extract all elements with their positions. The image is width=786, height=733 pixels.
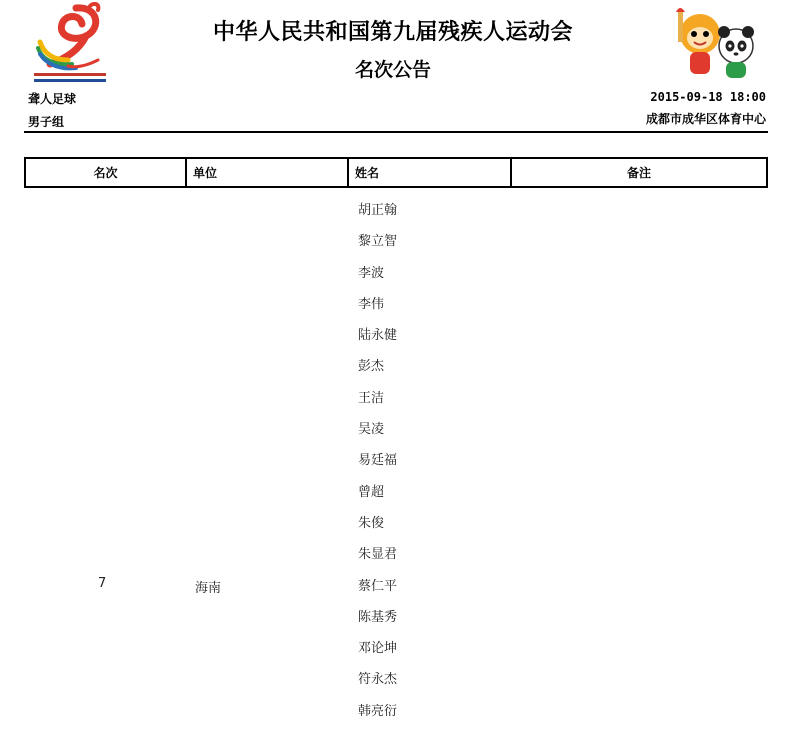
athlete-name-list xyxy=(358,201,397,733)
athlete-name: 陈基秀 xyxy=(358,609,398,625)
column-header-rank: 名次 xyxy=(26,159,187,186)
athlete-name: 曾超 xyxy=(358,484,385,500)
athlete-name: 符永杰 xyxy=(358,672,398,688)
event-group: 男子组 xyxy=(28,115,65,129)
page-title: 中华人民共和国第九届残疾人运动会 xyxy=(212,20,573,45)
event-datetime: 2015-09-18 18:00 xyxy=(650,90,766,104)
athlete-name: 李波 xyxy=(358,265,385,281)
column-header-note: 备注 xyxy=(626,166,651,180)
column-header-unit: 单位 xyxy=(187,159,349,186)
event-name: 聋人足球 xyxy=(28,92,77,106)
athlete-name: 陆永健 xyxy=(358,328,398,344)
athlete-name: 吴凌 xyxy=(358,422,385,438)
athlete-name: 胡正翰 xyxy=(358,203,398,218)
athlete-name: 蔡仁平 xyxy=(358,578,398,594)
athlete-name: 邓论坤 xyxy=(358,641,398,657)
athlete-name: 易廷福 xyxy=(358,453,398,469)
athlete-name: 彭杰 xyxy=(358,359,385,375)
rank-cell: 7 xyxy=(98,576,107,591)
header-divider xyxy=(24,131,768,133)
unit-cell: 海南 xyxy=(195,581,222,596)
table-header xyxy=(24,157,768,188)
column-header-name: 姓名 xyxy=(349,159,512,186)
athlete-name: 韩亮衍 xyxy=(358,703,398,719)
athlete-name: 黎立智 xyxy=(358,234,398,250)
athlete-name: 朱俊 xyxy=(358,515,385,531)
page-subtitle: 名次公告 xyxy=(354,59,431,81)
athlete-name: 李伟 xyxy=(358,296,385,312)
event-venue: 成都市成华区体育中心 xyxy=(645,112,766,126)
athlete-name: 王洁 xyxy=(358,390,385,406)
athlete-name: 朱显君 xyxy=(358,547,398,563)
